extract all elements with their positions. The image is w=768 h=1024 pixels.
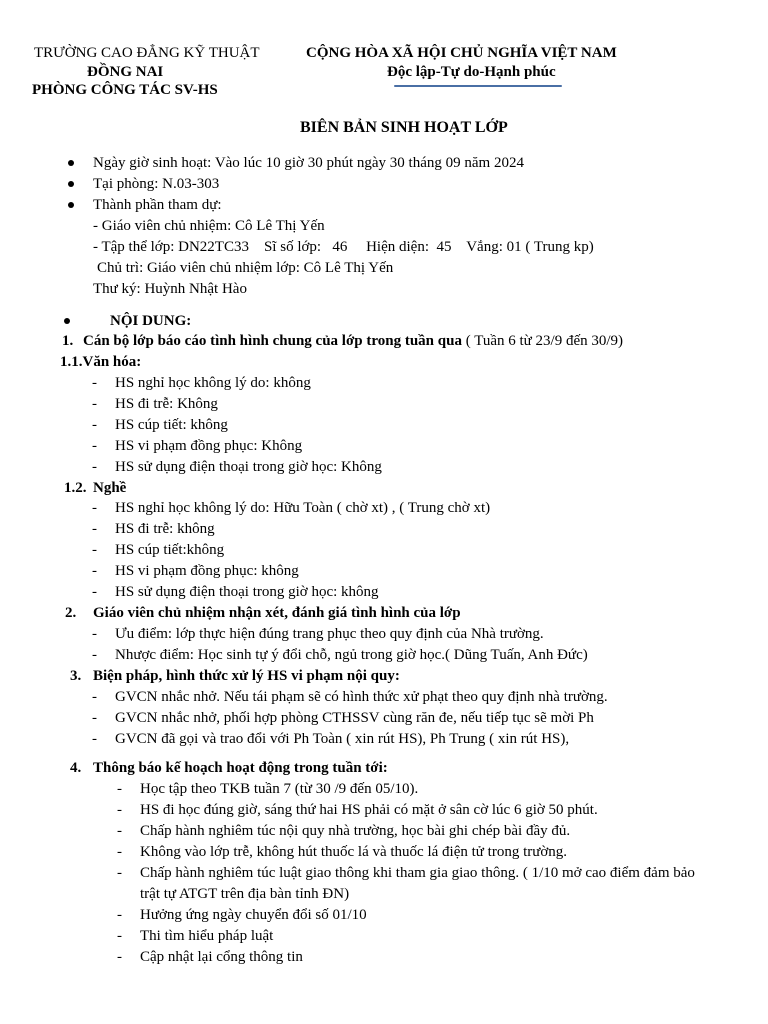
section-1-2-number: 1.2. xyxy=(64,480,87,496)
list-item: HS cúp tiết:không xyxy=(115,542,225,558)
list-item: HS đi học đúng giờ, sáng thứ hai HS phải có mặt ở sân cờ lúc 6 giờ 50 phút. xyxy=(140,802,598,818)
org-name-line1: TRƯỜNG CAO ĐẲNG KỸ THUẬT xyxy=(34,45,260,61)
section-2-number: 2. xyxy=(65,605,77,621)
bullet-icon xyxy=(64,318,70,324)
department-name: PHÒNG CÔNG TÁC SV-HS xyxy=(32,82,218,98)
homeroom-teacher: - Giáo viên chủ nhiệm: Cô Lê Thị Yến xyxy=(93,218,325,234)
section-1-note: ( Tuần 6 từ 23/9 đến 30/9) xyxy=(461,333,624,349)
meeting-secretary: Thư ký: Huỳnh Nhật Hào xyxy=(93,281,247,297)
class-info: - Tập thể lớp: DN22TC33 Sĩ số lớp: 46 Hiện diện: 45 Vắng: 01 ( Trung kp) xyxy=(93,239,594,255)
section-2-title: Giáo viên chủ nhiệm nhận xét, đánh giá tình hình của lớp xyxy=(93,605,461,621)
list-item: Nhược điểm: Học sinh tự ý đổi chỗ, ngủ trong giờ học.( Dũng Tuấn, Anh Đức) xyxy=(115,647,588,663)
content-heading: NỘI DUNG: xyxy=(110,313,192,329)
list-item: HS vi phạm đồng phục: Không xyxy=(115,438,303,454)
bullet-icon xyxy=(68,181,74,187)
meeting-room: Tại phòng: N.03-303 xyxy=(93,176,220,192)
list-item: HS nghỉ học không lý do: không xyxy=(115,375,311,391)
list-item: Chấp hành nghiêm túc nội quy nhà trường, học bài ghi chép bài đầy đủ. xyxy=(140,823,571,839)
list-item: GVCN đã gọi và trao đổi với Ph Toàn ( xin rút HS), Ph Trung ( xin rút HS), xyxy=(115,731,570,747)
section-4-number: 4. xyxy=(70,760,82,776)
list-item: HS cúp tiết: không xyxy=(115,417,228,433)
list-item: HS đi trễ: Không xyxy=(115,396,218,412)
nation-name: CỘNG HÒA XÃ HỘI CHỦ NGHĨA VIỆT NAM xyxy=(306,45,617,61)
list-item: Chấp hành nghiêm túc luật giao thông khi tham gia giao thông. ( 1/10 mở cao điểm đảm bảo xyxy=(140,865,695,881)
list-item-continuation: trật tự ATGT trên địa bàn tỉnh ĐN) xyxy=(140,886,350,902)
list-item: Không vào lớp trễ, không hút thuốc lá và thuốc lá điện tử trong trường. xyxy=(140,844,568,860)
list-item: HS sử dụng điện thoại trong giờ học: Không xyxy=(115,459,382,475)
section-1-2-title: Nghề xyxy=(93,480,127,496)
section-1-number: 1. xyxy=(62,333,74,349)
list-item: Ưu điểm: lớp thực hiện đúng trang phục theo quy định của Nhà trường. xyxy=(115,626,544,642)
list-item: HS đi trễ: không xyxy=(115,521,215,537)
list-item: HS vi phạm đồng phục: không xyxy=(115,563,299,579)
motto-underline xyxy=(394,85,562,87)
list-item: GVCN nhắc nhở, phối hợp phòng CTHSSV cùng răn đe, nếu tiếp tục sẽ mời Ph xyxy=(115,710,594,726)
document-title: BIÊN BẢN SINH HOẠT LỚP xyxy=(300,119,508,136)
bullet-icon xyxy=(68,160,74,166)
section-4-title: Thông báo kế hoạch hoạt động trong tuần tới: xyxy=(93,760,388,776)
nation-motto: Độc lập-Tự do-Hạnh phúc xyxy=(387,64,556,80)
list-item: Cập nhật lại cổng thông tin xyxy=(140,949,303,965)
section-3-title: Biện pháp, hình thức xử lý HS vi phạm nội quy: xyxy=(93,668,400,684)
section-3-number: 3. xyxy=(70,668,82,684)
list-item: HS sử dụng điện thoại trong giờ học: không xyxy=(115,584,379,600)
bullet-icon xyxy=(68,202,74,208)
section-1-heading xyxy=(83,331,623,352)
meeting-chair: Chủ trì: Giáo viên chủ nhiệm lớp: Cô Lê Thị Yến xyxy=(97,260,394,276)
list-item: Hưởng ứng ngày chuyển đổi số 01/10 xyxy=(140,907,367,923)
section-1-title: Cán bộ lớp báo cáo tình hình chung của lớp trong tuần qua xyxy=(83,333,462,349)
list-item: Thi tìm hiểu pháp luật xyxy=(140,928,274,944)
section-1-1-title: 1.1.Văn hóa: xyxy=(60,354,142,370)
list-item: HS nghỉ học không lý do: Hữu Toàn ( chờ xt) , ( Trung chờ xt) xyxy=(115,500,491,516)
org-name-line2: ĐỒNG NAI xyxy=(87,64,164,80)
list-item: Học tập theo TKB tuần 7 (từ 30 /9 đến 05/10). xyxy=(140,781,419,797)
list-item: GVCN nhắc nhở. Nếu tái phạm sẽ có hình thức xử phạt theo quy định nhà trường. xyxy=(115,689,608,705)
meeting-time: Ngày giờ sinh hoạt: Vào lúc 10 giờ 30 phút ngày 30 tháng 09 năm 2024 xyxy=(93,155,524,171)
attendees-label: Thành phần tham dự: xyxy=(93,197,222,213)
